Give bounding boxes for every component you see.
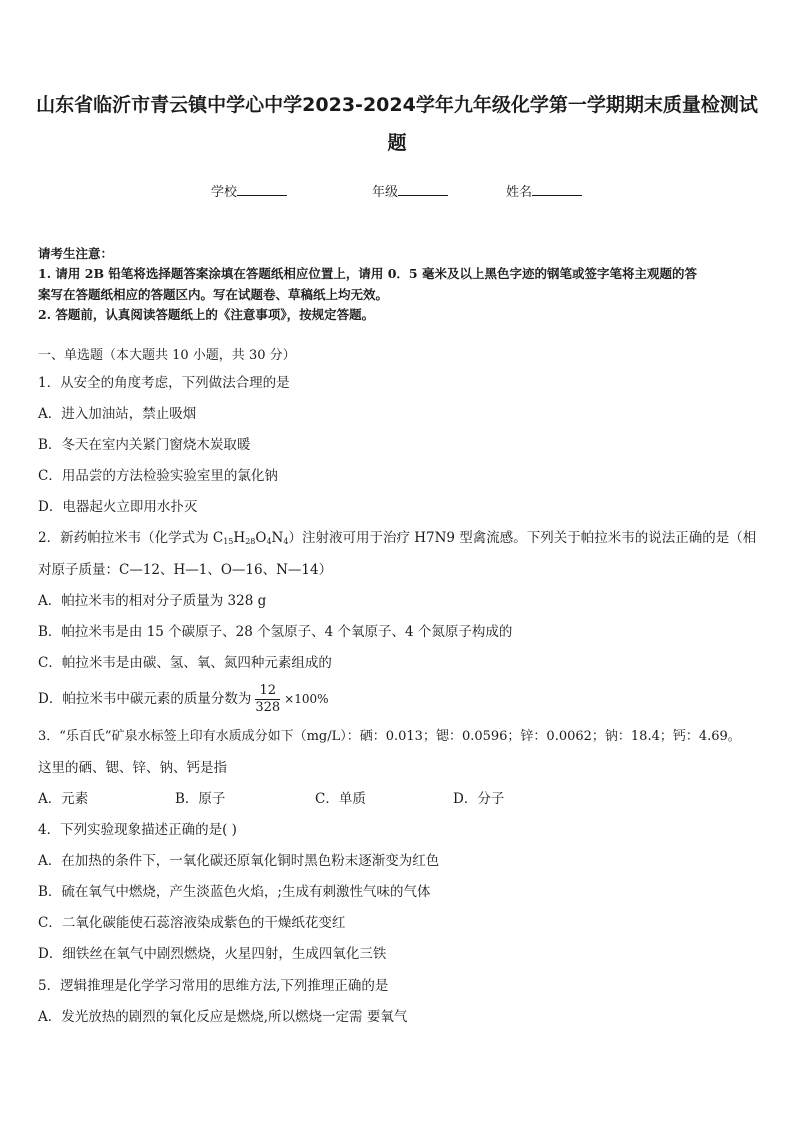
- question-2-option-d-post: ×100%: [284, 692, 329, 706]
- student-info-row: [0, 181, 794, 201]
- school-field: [211, 181, 287, 200]
- question-2-stem: [38, 529, 756, 551]
- name-label: 姓名: [506, 185, 533, 200]
- name-blank: [532, 182, 582, 196]
- question-2-stem-post: ）注射液可用于治疗 H7N9 型禽流感。下列关于帕拉米韦的说法正确的是（相: [288, 530, 757, 546]
- notice-heading: 请考生注意：: [38, 246, 114, 261]
- question-2-stem-pre: 2．新药帕拉米韦（化学式为 C: [38, 530, 224, 546]
- notice-item-1-line-1: 1. 请用 2B 铅笔将选择题答案涂填在答题纸相应位置上，请用 0．5 毫米及以上黑色字迹的钢笔或签字笔将主观题的答: [38, 266, 697, 281]
- question-1-option-a: A．进入加油站，禁止吸烟: [38, 406, 197, 422]
- oxygen-symbol: O: [255, 530, 267, 546]
- question-4-option-d: D．细铁丝在氧气中剧烈燃烧，火星四射，生成四氧化三铁: [38, 946, 387, 962]
- notice-item-1-line-2: 案写在答题纸相应的答题区内。写在试题卷、草稿纸上均无效。: [38, 287, 389, 302]
- question-3-option-a: A．元素: [38, 791, 89, 807]
- nitrogen-symbol: N: [271, 530, 284, 546]
- mass-fraction: [255, 683, 280, 716]
- question-3-option-d: D．分子: [453, 791, 505, 807]
- question-4-option-a: A．在加热的条件下，一氧化碳还原氧化铜时黑色粉末逐渐变为红色: [38, 853, 440, 869]
- question-1-option-d: D．电器起火立即用水扑灭: [38, 499, 198, 515]
- carbon-subscript: 15: [223, 537, 234, 546]
- hydrogen-subscript: 28: [245, 537, 256, 546]
- oxygen-subscript: 4: [266, 537, 272, 546]
- question-4-option-c: C．二氧化碳能使石蕊溶液染成紫色的干燥纸花变红: [38, 915, 346, 931]
- section-heading: 一、单选题（本大题共 10 小题，共 30 分）: [38, 348, 296, 363]
- question-3-option-b: B．原子: [175, 791, 226, 807]
- grade-label: 年级: [372, 185, 399, 200]
- grade-blank: [398, 182, 448, 196]
- hydrogen-symbol: H: [233, 530, 246, 546]
- fraction-numerator: 12: [255, 683, 280, 700]
- school-label: 学校: [211, 185, 238, 200]
- question-3-stem-line-2: 这里的硒、锶、锌、钠、钙是指: [38, 760, 227, 776]
- grade-field: [372, 181, 448, 200]
- question-4-option-b: B．硫在氧气中燃烧，产生淡蓝色火焰，;生成有刺激性气味的气体: [38, 884, 431, 900]
- notice-item-2: 2. 答题前，认真阅读答题纸上的《注意事项》，按规定答题。: [38, 307, 375, 322]
- school-blank: [237, 182, 287, 196]
- question-5-stem: 5．逻辑推理是化学学习常用的思维方法,下列推理正确的是: [38, 978, 389, 994]
- fraction-denominator: 328: [255, 700, 281, 715]
- question-3-options: [38, 790, 758, 810]
- page-title: 山东省临沂市青云镇中学心中学2023-2024学年九年级化学第一学期期末质量检测试题: [36, 94, 758, 154]
- question-1-stem: 1．从安全的角度考虑，下列做法合理的是: [38, 375, 290, 391]
- question-3-stem: 3．“乐百氏”矿泉水标签上印有水质成分如下（mg/L）：硒：0.013；锶：0.0596；锌：0.0062；钠：18.4；钙：4.69。: [38, 729, 741, 744]
- nitrogen-subscript: 4: [283, 537, 289, 546]
- question-2-option-d-pre: D．帕拉米韦中碳元素的质量分数为: [38, 691, 252, 707]
- question-1-option-b: B．冬天在室内关紧门窗烧木炭取暖: [38, 437, 251, 453]
- question-2-option-c: C．帕拉米韦是由碳、氢、氧、氮四种元素组成的: [38, 655, 332, 671]
- question-1-option-c: C．用品尝的方法检验实验室里的氯化钠: [38, 468, 278, 484]
- name-field: [506, 181, 582, 200]
- question-3-option-c: C．单质: [315, 791, 366, 807]
- question-2-option-b: B．帕拉米韦是由 15 个碳原子、28 个氢原子、4 个氧原子、4 个氮原子构成的: [38, 624, 513, 640]
- question-5-option-a: A．发光放热的剧烈的氧化反应是燃烧,所以燃烧一定需 要氧气: [38, 1009, 408, 1025]
- question-2-stem-line-2: 对原子质量：C—12、H—1、O—16、N—14）: [38, 562, 333, 578]
- question-4-stem: 4．下列实验现象描述正确的是( ): [38, 822, 237, 838]
- question-2-option-d: [38, 683, 329, 716]
- question-2-option-a: A．帕拉米韦的相对分子质量为 328 g: [38, 593, 267, 609]
